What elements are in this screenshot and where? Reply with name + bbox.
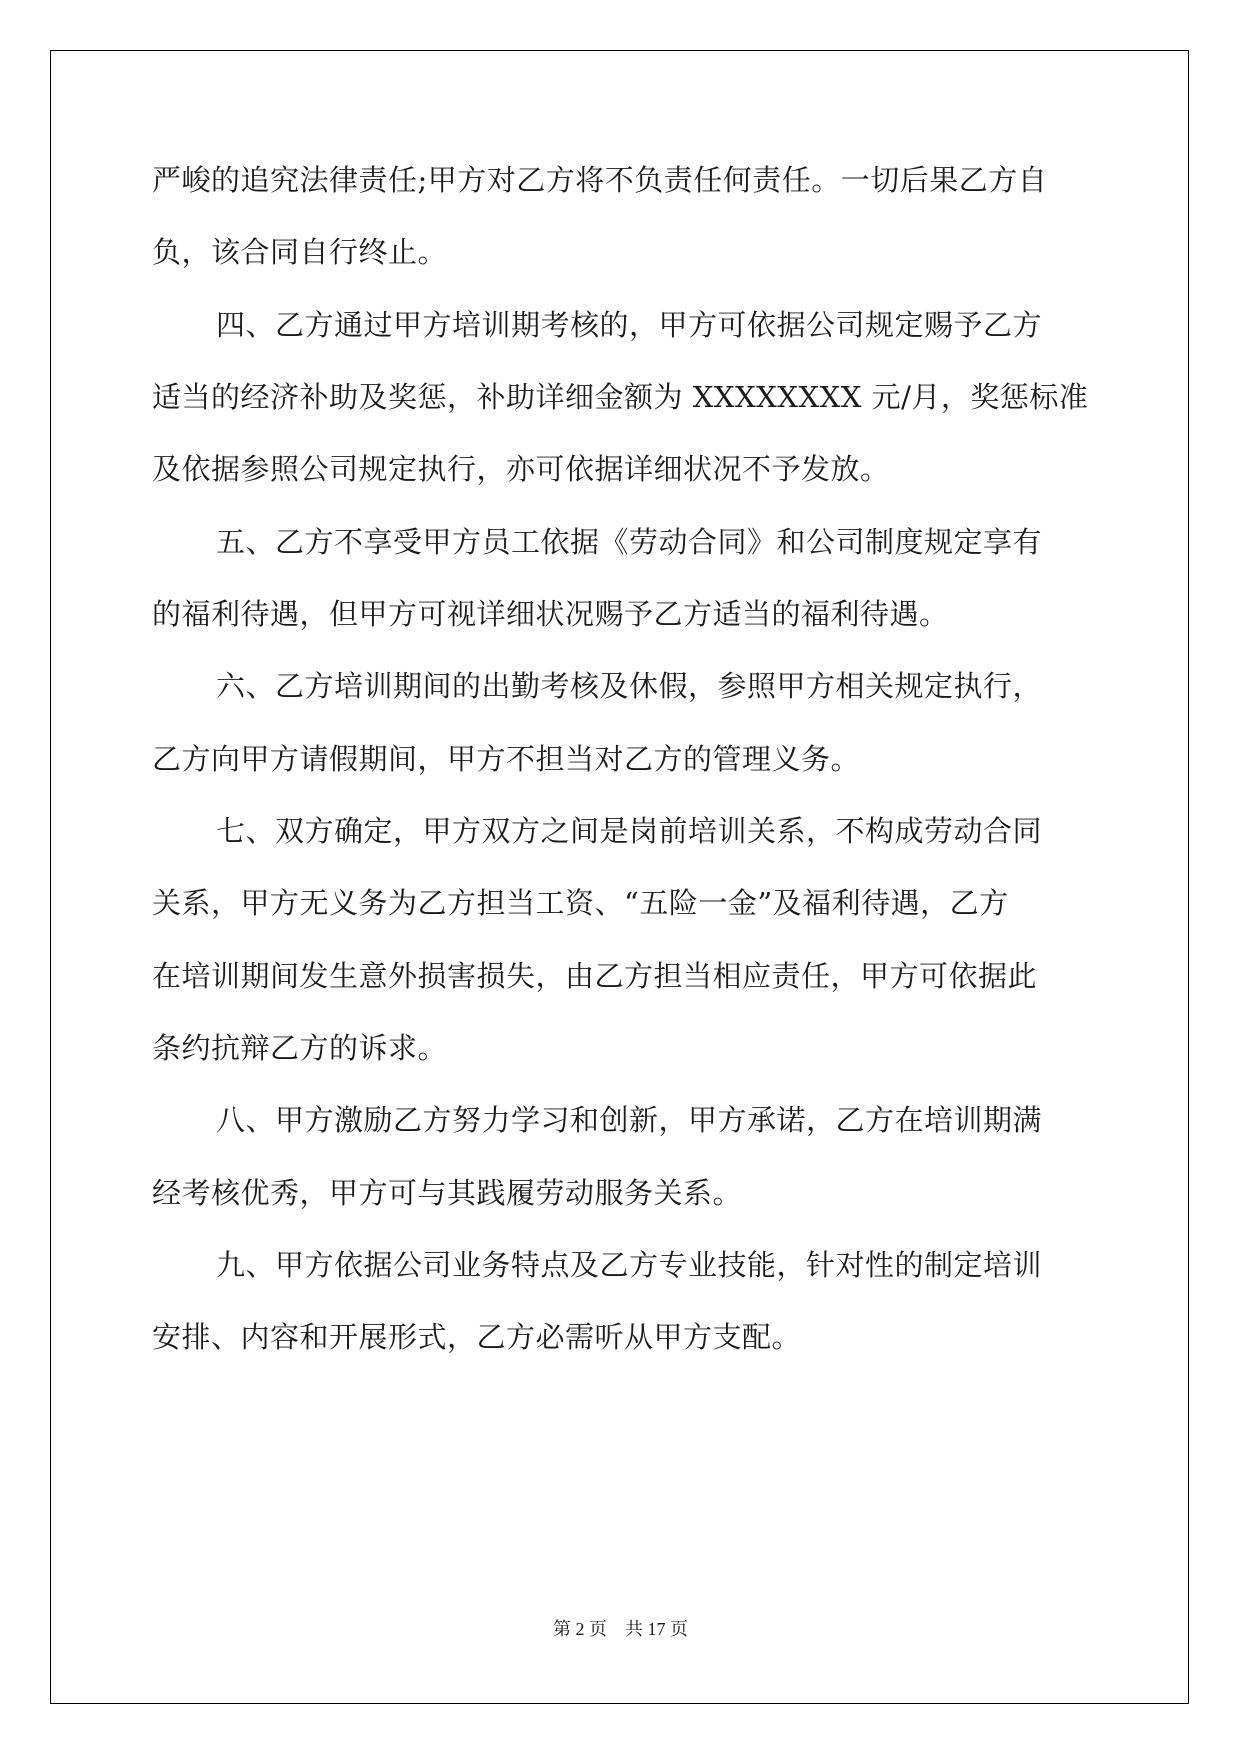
text-line: 的福利待遇，但甲方可视详细状况赐予乙方适当的福利待遇。 xyxy=(152,597,949,631)
text-line: 条约抗辩乙方的诉求。 xyxy=(152,1031,448,1065)
page-number: 第 2 页 共 17 页 xyxy=(553,1619,688,1639)
text-line: 在培训期间发生意外损害损失，由乙方担当相应责任，甲方可依据此 xyxy=(152,959,1038,993)
paragraph-4-line: 四、乙方通过甲方培训期考核的，甲方可依据公司规定赐予乙方 xyxy=(216,308,1043,342)
paragraph-8-line: 八、甲方激励乙方努力学习和创新，甲方承诺，乙方在培训期满 xyxy=(216,1103,1043,1137)
page-border xyxy=(50,50,1189,1704)
text-line: 适当的经济补助及奖惩，补助详细金额为 XXXXXXXX 元/月，奖惩标准 xyxy=(152,380,1089,414)
paragraph-6-line: 六、乙方培训期间的出勤考核及休假，参照甲方相关规定执行， xyxy=(216,669,1043,703)
text-line: 关系，甲方无义务为乙方担当工资、“五险一金”及福利待遇，乙方 xyxy=(152,886,1009,920)
text-line: 及依据参照公司规定执行，亦可依据详细状况不予发放。 xyxy=(152,452,890,486)
text-line: 严峻的追究法律责任;甲方对乙方将不负责任何责任。一切后果乙方自 xyxy=(152,163,1048,197)
text-line: 乙方向甲方请假期间，甲方不担当对乙方的管理义务。 xyxy=(152,742,861,776)
paragraph-7-line: 七、双方确定，甲方双方之间是岗前培训关系，不构成劳动合同 xyxy=(216,814,1043,848)
text-line: 负，该合同自行终止。 xyxy=(152,235,448,269)
paragraph-5-line: 五、乙方不享受甲方员工依据《劳动合同》和公司制度规定享有 xyxy=(216,525,1043,559)
text-line: 经考核优秀，甲方可与其践履劳动服务关系。 xyxy=(152,1176,743,1210)
text-line: 安排、内容和开展形式，乙方必需听从甲方支配。 xyxy=(152,1320,802,1354)
paragraph-9-line: 九、甲方依据公司业务特点及乙方专业技能，针对性的制定培训 xyxy=(216,1248,1043,1282)
